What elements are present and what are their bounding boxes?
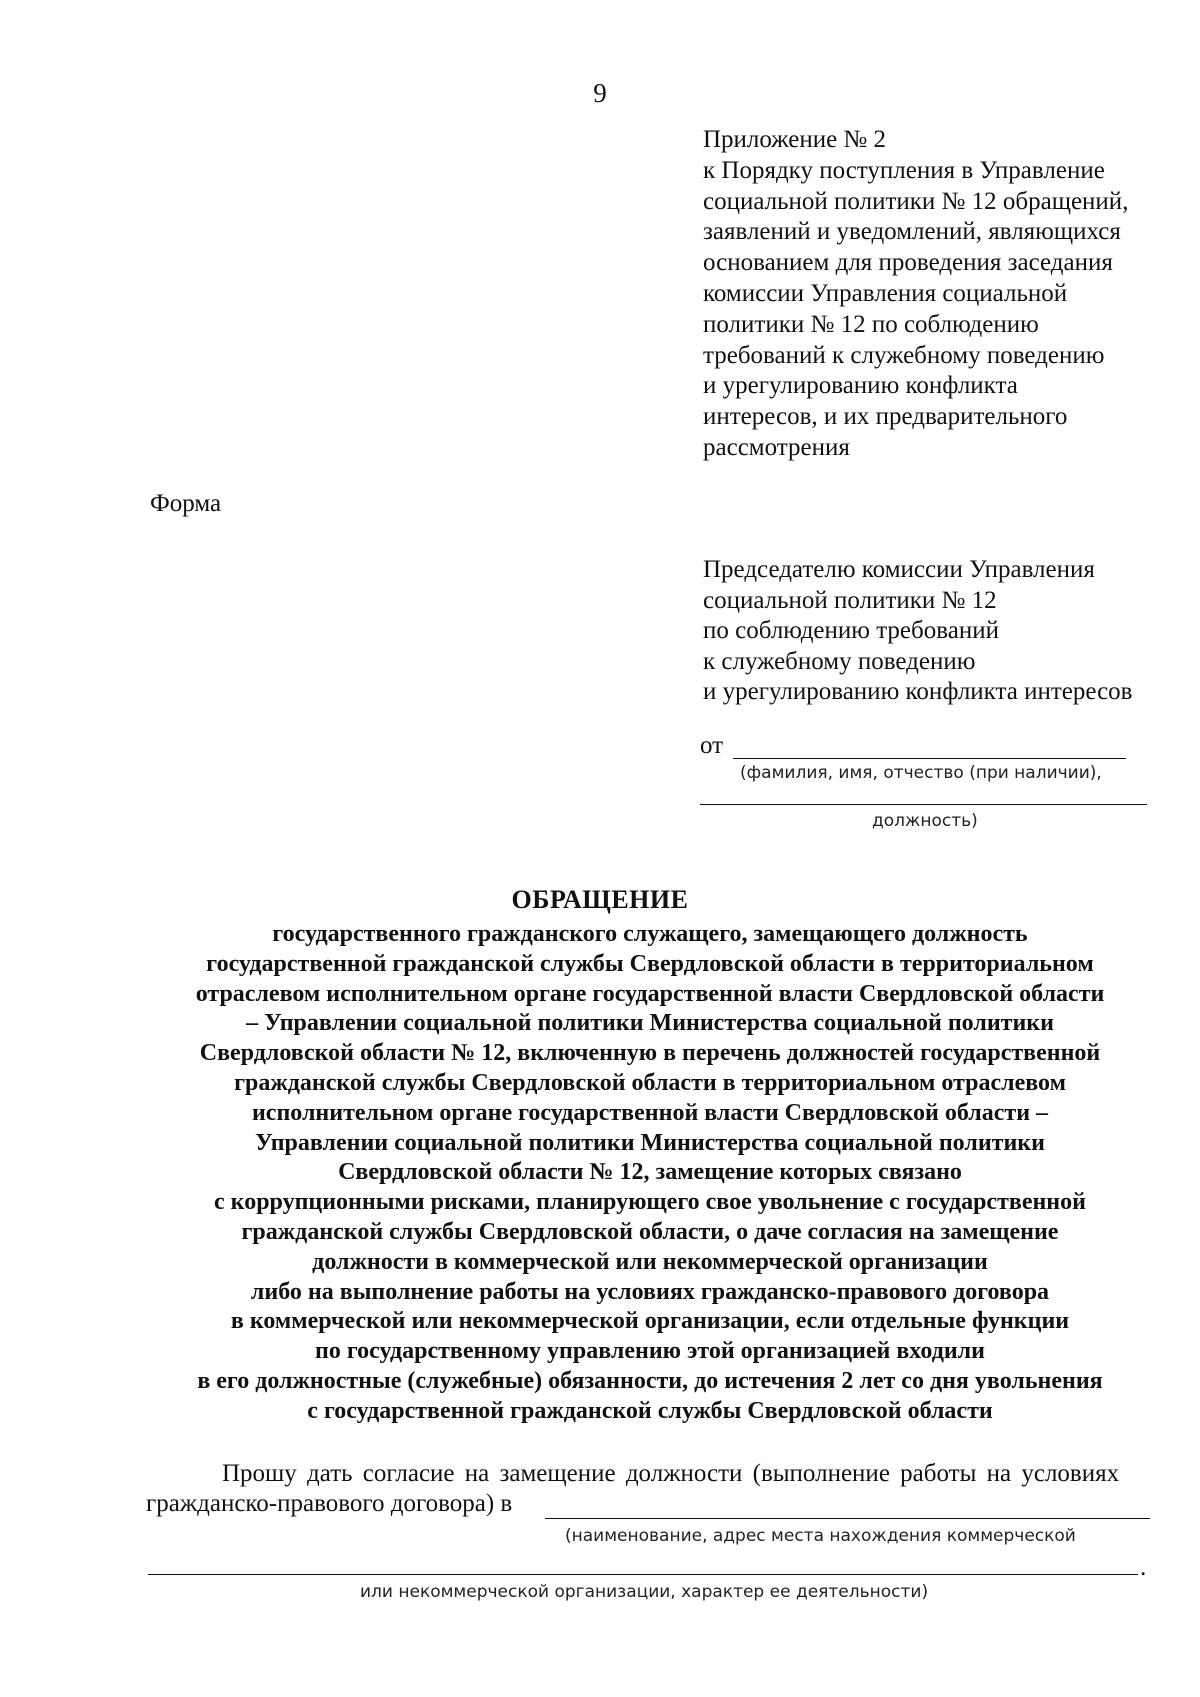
sender-position-caption: должность) bbox=[872, 811, 978, 831]
addressee-line: Председателю комиссии Управления bbox=[703, 556, 1095, 583]
subtitle-line: гражданской службы Свердловской области, о даче согласия на замещение bbox=[241, 1218, 1059, 1245]
document-subtitle bbox=[120, 920, 1180, 1427]
subtitle-line: с коррупционными рисками, планирующего свое увольнение с государственной bbox=[214, 1189, 1086, 1216]
appendix-line: комиссии Управления социальной bbox=[703, 279, 1068, 307]
organization-caption-1: (наименование, адрес места нахождения коммерческой bbox=[565, 1526, 1076, 1546]
appendix-line: политики № 12 по соблюдению bbox=[703, 310, 1039, 338]
organization-caption-2: или некоммерческой организации, характер ее деятельности) bbox=[360, 1582, 929, 1602]
subtitle-line: с государственной гражданской службы Свердловской области bbox=[307, 1397, 993, 1424]
request-text-line-1: Прошу дать согласие на замещение должности (выполнение работы на условиях bbox=[222, 1460, 1120, 1487]
appendix-line: интересов, и их предварительного bbox=[703, 403, 1068, 431]
document-title: ОБРАЩЕНИЕ bbox=[511, 885, 689, 914]
trailing-period: . bbox=[1140, 1554, 1147, 1581]
subtitle-line: Свердловской области № 12, включенную в перечень должностей государственной bbox=[199, 1040, 1101, 1067]
appendix-line: к Порядку поступления в Управление bbox=[703, 156, 1105, 184]
organization-details-field-line[interactable] bbox=[148, 1574, 1138, 1575]
addressee-block bbox=[703, 555, 1183, 708]
subtitle-line: гражданской службы Свердловской области в территориальном отраслевом bbox=[234, 1069, 1066, 1096]
addressee-line: к служебному поведению bbox=[703, 647, 976, 675]
subtitle-line: в коммерческой или некоммерческой организации, если отдельные функции bbox=[230, 1308, 1070, 1335]
form-label: Форма bbox=[150, 490, 222, 517]
subtitle-line: либо на выполнение работы на условиях гражданско-правового договора bbox=[250, 1278, 1050, 1305]
request-text-line-2: гражданско-правового договора) в bbox=[146, 1490, 513, 1517]
addressee-line: по соблюдению требований bbox=[703, 617, 999, 644]
appendix-line: социальной политики № 12 обращений, bbox=[703, 187, 1129, 215]
sender-name-field-line[interactable] bbox=[733, 758, 1126, 759]
appendix-note bbox=[703, 125, 1173, 464]
appendix-line: требований к служебному поведению bbox=[703, 341, 1105, 369]
appendix-line: рассмотрения bbox=[703, 433, 850, 461]
addressee-line: и урегулированию конфликта интересов bbox=[703, 678, 1133, 705]
organization-field-line[interactable] bbox=[545, 1518, 1150, 1519]
subtitle-line: исполнительном органе государственной власти Свердловской области – bbox=[251, 1099, 1049, 1126]
appendix-line: основанием для проведения заседания bbox=[703, 249, 1113, 277]
appendix-line: Приложение № 2 bbox=[703, 126, 887, 153]
subtitle-line: – Управлении социальной политики Министерства социальной политики bbox=[246, 1010, 1054, 1037]
subtitle-line: должности в коммерческой или некоммерческой организации bbox=[312, 1248, 988, 1275]
addressee-line: социальной политики № 12 bbox=[703, 586, 997, 614]
subtitle-line: государственной гражданской службы Свердловской области в территориальном bbox=[206, 950, 1094, 977]
subtitle-line: Управлении социальной политики Министерства социальной политики bbox=[255, 1129, 1045, 1156]
subtitle-line: по государственному управлению этой организацией входили bbox=[315, 1338, 985, 1365]
subtitle-line: отраслевом исполнительном органе государственной власти Свердловской области bbox=[195, 980, 1105, 1007]
from-label: от bbox=[700, 732, 724, 759]
sender-position-field-line[interactable] bbox=[700, 804, 1147, 805]
subtitle-line: Свердловской области № 12, замещение которых связано bbox=[338, 1159, 962, 1186]
subtitle-line: государственного гражданского служащего, замещающего должность bbox=[272, 921, 1028, 947]
subtitle-line: в его должностные (служебные) обязанности, до истечения 2 лет со дня увольнения bbox=[197, 1367, 1103, 1394]
appendix-line: и урегулированию конфликта bbox=[703, 372, 1018, 400]
page-number: 9 bbox=[593, 78, 607, 108]
appendix-line: заявлений и уведомлений, являющихся bbox=[703, 218, 1121, 246]
sender-name-caption: (фамилия, имя, отчество (при наличии), bbox=[740, 763, 1102, 783]
